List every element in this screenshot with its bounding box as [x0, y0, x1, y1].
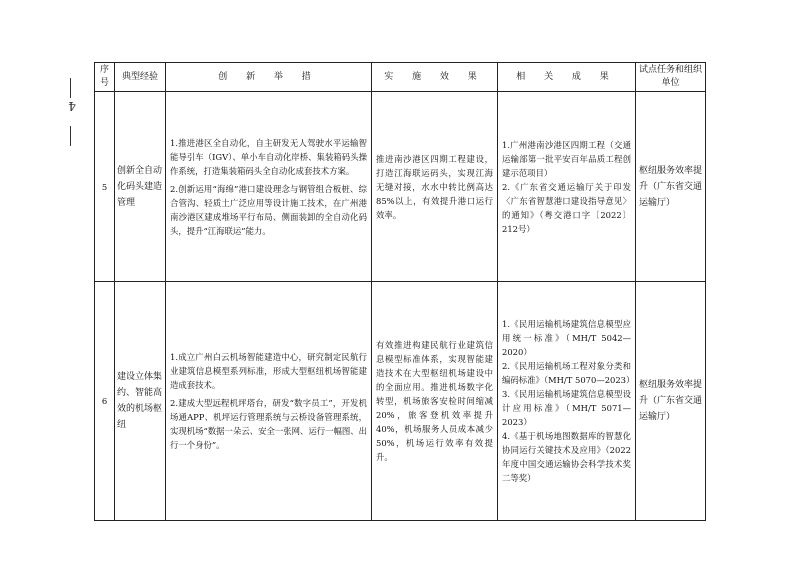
header-unit: 试点任务和组织单位 — [636, 63, 706, 92]
result-item: 3.《民用运输机场建筑信息模型设计应用标准》（MH/T 5071—2023） — [502, 389, 631, 427]
innovation-item: 2.创新运用“海绵”港口建设理念与钢管组合板桩、综合管沟、轻质土广泛应用等设计施工技术，在广州港南沙港区建成堆场平行布局、侧面装卸的全自动化码头，提升“江海联运”能力。 — [170, 183, 367, 236]
row-effect: 有效推进构建民航行业建筑信息模型标准体系，实现智能建造技术在大型枢纽机场建设中的全面应用。推进机场数字化转型，机场旅客安检时间缩减20%，旅客登机效率提升40%，机场服务人员成本减少50%，机场运行效率有效提升。 — [372, 282, 498, 521]
header-experience: 典型经验 — [115, 63, 166, 92]
row-no: 6 — [95, 282, 115, 521]
result-item: 1.《民用运输机场建筑信息模型应用统一标准》（MH/T 5042—2020） — [502, 319, 631, 357]
innovation-item: 1.推进港区全自动化，自主研发无人驾驶水平运输智能导引车（IGV）、单小车自动化岸桥、集装箱码头操作系统，打造集装箱码头全自动化成套技术方案。 — [170, 137, 367, 176]
row-innovation — [166, 282, 372, 521]
row-experience: 建设立体集约、智能高效的机场枢纽 — [115, 282, 166, 521]
header-results: 相 关 成 果 — [498, 63, 636, 92]
header-effect: 实 施 效 果 — [372, 63, 498, 92]
row-experience: 创新全自动化码头建造管理 — [115, 92, 166, 282]
row-innovation — [166, 92, 372, 282]
row-unit: 枢纽服务效率提升（广东省交通运输厅） — [636, 92, 706, 282]
table-row — [95, 282, 706, 521]
row-no: 5 — [95, 92, 115, 282]
row-effect: 推进南沙港区四期工程建设，打造江海联运码头，实现江海无缝对接，水水中转比例高达85%以上，有效提升港口运行效率。 — [372, 92, 498, 282]
row-unit: 枢纽服务效率提升（广东省交通运输厅） — [636, 282, 706, 521]
page-number-text: 4 — [68, 98, 76, 113]
page-number-dash-top — [70, 78, 71, 98]
result-item: 4.《基于机场地图数据库的智慧化协同运行关键技术及应用》（2022年度中国交通运输协会科学技术奖二等奖） — [502, 431, 631, 483]
page-number — [60, 78, 82, 148]
measures-table — [94, 62, 706, 521]
innovation-item: 1.成立广州白云机场智能建造中心，研究制定民航行业建筑信息模型系列标准，形成大型枢纽机场智能建造成套技术。 — [170, 352, 367, 390]
result-item: 2.《民用运输机场工程对象分类和编码标准》（MH/T 5070—2023） — [502, 361, 635, 385]
header-row — [95, 63, 706, 92]
row-results — [498, 92, 636, 282]
header-innovation: 创 新 举 措 — [166, 63, 372, 92]
header-no: 序号 — [95, 63, 115, 92]
page-number-dash-bottom — [70, 126, 71, 146]
row-results — [498, 282, 636, 521]
result-item: 2.《广东省交通运输厅关于印发〈广东省智慧港口建设指导意见〉的通知》（粤交港口字〔2022〕212号） — [502, 181, 631, 234]
innovation-item: 2.建成大型远程机坪塔台，研发“数字员工”，开发机场通APP、机坪运行管理系统与云桥设备管理系统，实现机场“数据一朵云、安全一张网、运行一幅图、出行一个身份”。 — [170, 398, 367, 450]
result-item: 1.广州港南沙港区四期工程（交通运输部第一批平安百年品质工程创建示范项目） — [502, 139, 631, 178]
table-row — [95, 92, 706, 282]
